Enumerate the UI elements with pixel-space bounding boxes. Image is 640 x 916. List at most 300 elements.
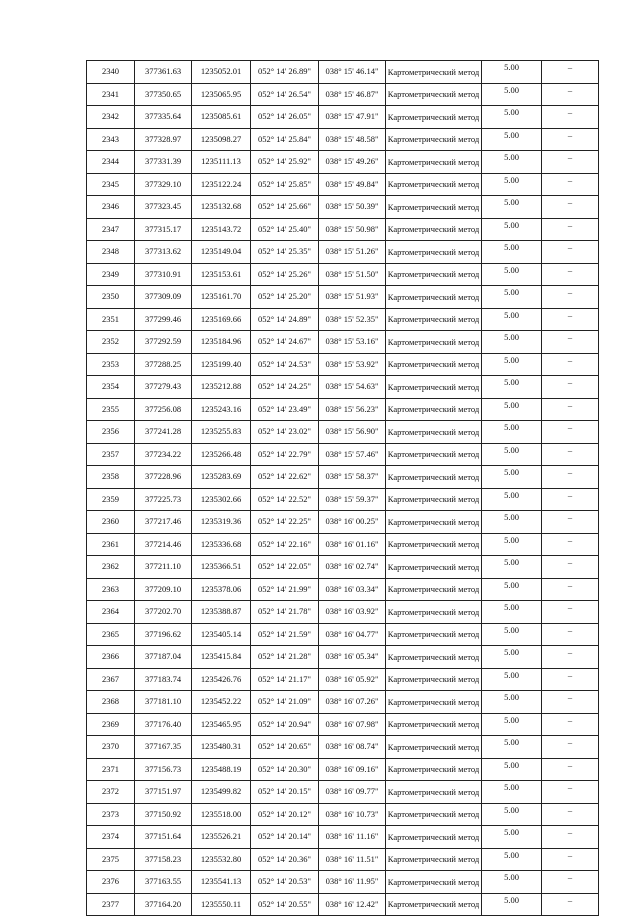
table-row — [87, 713, 599, 736]
accuracy-cell: 5.00 — [482, 83, 542, 106]
note-cell: – — [542, 848, 599, 871]
coord-x-cell: 377279.43 — [135, 376, 192, 399]
coord-y-cell: 1235532.80 — [192, 848, 251, 871]
latitude-cell: 052° 14' 22.25" — [251, 511, 319, 534]
accuracy-cell: 5.00 — [482, 308, 542, 331]
method-cell: Картометрический метод — [386, 781, 482, 804]
coordinates-table — [86, 60, 599, 916]
latitude-cell: 052° 14' 20.53" — [251, 871, 319, 894]
point-number-cell: 2376 — [87, 871, 135, 894]
table-row — [87, 196, 599, 219]
note-cell: – — [542, 196, 599, 219]
point-number-cell: 2377 — [87, 893, 135, 916]
accuracy-cell: 5.00 — [482, 646, 542, 669]
table-row — [87, 488, 599, 511]
longitude-cell: 038° 15' 54.63" — [319, 376, 386, 399]
table-row — [87, 736, 599, 759]
table-row — [87, 646, 599, 669]
coord-x-cell: 377151.64 — [135, 826, 192, 849]
longitude-cell: 038° 16' 03.92" — [319, 601, 386, 624]
coord-y-cell: 1235378.06 — [192, 578, 251, 601]
point-number-cell: 2352 — [87, 331, 135, 354]
method-cell: Картометрический метод — [386, 61, 482, 84]
note-cell: – — [542, 151, 599, 174]
coord-x-cell: 377217.46 — [135, 511, 192, 534]
coord-y-cell: 1235366.51 — [192, 556, 251, 579]
coord-y-cell: 1235199.40 — [192, 353, 251, 376]
table-row — [87, 466, 599, 489]
latitude-cell: 052° 14' 24.25" — [251, 376, 319, 399]
note-cell: – — [542, 668, 599, 691]
note-cell: – — [542, 83, 599, 106]
accuracy-cell: 5.00 — [482, 128, 542, 151]
latitude-cell: 052° 14' 20.30" — [251, 758, 319, 781]
method-cell: Картометрический метод — [386, 691, 482, 714]
coord-y-cell: 1235415.84 — [192, 646, 251, 669]
latitude-cell: 052° 14' 26.89" — [251, 61, 319, 84]
note-cell: – — [542, 263, 599, 286]
method-cell: Картометрический метод — [386, 668, 482, 691]
latitude-cell: 052° 14' 20.14" — [251, 826, 319, 849]
coord-x-cell: 377315.17 — [135, 218, 192, 241]
coord-x-cell: 377328.97 — [135, 128, 192, 151]
coord-x-cell: 377241.28 — [135, 421, 192, 444]
table-row — [87, 533, 599, 556]
coord-y-cell: 1235169.66 — [192, 308, 251, 331]
latitude-cell: 052° 14' 20.94" — [251, 713, 319, 736]
accuracy-cell: 5.00 — [482, 331, 542, 354]
accuracy-cell: 5.00 — [482, 241, 542, 264]
method-cell: Картометрический метод — [386, 511, 482, 534]
longitude-cell: 038° 16' 09.77" — [319, 781, 386, 804]
coord-x-cell: 377202.70 — [135, 601, 192, 624]
table-row — [87, 443, 599, 466]
longitude-cell: 038° 16' 08.74" — [319, 736, 386, 759]
longitude-cell: 038° 15' 51.93" — [319, 286, 386, 309]
table-row — [87, 241, 599, 264]
coord-x-cell: 377150.92 — [135, 803, 192, 826]
point-number-cell: 2342 — [87, 106, 135, 129]
longitude-cell: 038° 15' 48.58" — [319, 128, 386, 151]
table-row — [87, 601, 599, 624]
note-cell: – — [542, 398, 599, 421]
table-row — [87, 668, 599, 691]
table-row — [87, 556, 599, 579]
longitude-cell: 038° 16' 05.92" — [319, 668, 386, 691]
point-number-cell: 2354 — [87, 376, 135, 399]
point-number-cell: 2361 — [87, 533, 135, 556]
latitude-cell: 052° 14' 26.54" — [251, 83, 319, 106]
method-cell: Картометрический метод — [386, 241, 482, 264]
coord-x-cell: 377313.62 — [135, 241, 192, 264]
coord-x-cell: 377256.08 — [135, 398, 192, 421]
latitude-cell: 052° 14' 21.28" — [251, 646, 319, 669]
note-cell: – — [542, 331, 599, 354]
point-number-cell: 2340 — [87, 61, 135, 84]
point-number-cell: 2356 — [87, 421, 135, 444]
note-cell: – — [542, 646, 599, 669]
point-number-cell: 2348 — [87, 241, 135, 264]
note-cell: – — [542, 421, 599, 444]
accuracy-cell: 5.00 — [482, 601, 542, 624]
accuracy-cell: 5.00 — [482, 173, 542, 196]
point-number-cell: 2360 — [87, 511, 135, 534]
table-row — [87, 286, 599, 309]
longitude-cell: 038° 16' 07.98" — [319, 713, 386, 736]
coord-y-cell: 1235319.36 — [192, 511, 251, 534]
latitude-cell: 052° 14' 25.85" — [251, 173, 319, 196]
coord-y-cell: 1235336.68 — [192, 533, 251, 556]
method-cell: Картометрический метод — [386, 871, 482, 894]
longitude-cell: 038° 16' 00.25" — [319, 511, 386, 534]
latitude-cell: 052° 14' 25.66" — [251, 196, 319, 219]
coord-y-cell: 1235111.13 — [192, 151, 251, 174]
longitude-cell: 038° 16' 11.95" — [319, 871, 386, 894]
coord-y-cell: 1235541.13 — [192, 871, 251, 894]
accuracy-cell: 5.00 — [482, 736, 542, 759]
longitude-cell: 038° 15' 53.92" — [319, 353, 386, 376]
note-cell: – — [542, 61, 599, 84]
coord-y-cell: 1235065.95 — [192, 83, 251, 106]
coord-y-cell: 1235153.61 — [192, 263, 251, 286]
table-row — [87, 173, 599, 196]
note-cell: – — [542, 871, 599, 894]
note-cell: – — [542, 173, 599, 196]
latitude-cell: 052° 14' 20.36" — [251, 848, 319, 871]
point-number-cell: 2372 — [87, 781, 135, 804]
accuracy-cell: 5.00 — [482, 106, 542, 129]
latitude-cell: 052° 14' 20.12" — [251, 803, 319, 826]
latitude-cell: 052° 14' 25.20" — [251, 286, 319, 309]
point-number-cell: 2368 — [87, 691, 135, 714]
accuracy-cell: 5.00 — [482, 218, 542, 241]
latitude-cell: 052° 14' 22.52" — [251, 488, 319, 511]
table-row — [87, 61, 599, 84]
point-number-cell: 2367 — [87, 668, 135, 691]
coord-y-cell: 1235161.70 — [192, 286, 251, 309]
longitude-cell: 038° 15' 46.87" — [319, 83, 386, 106]
method-cell: Картометрический метод — [386, 758, 482, 781]
table-row — [87, 758, 599, 781]
latitude-cell: 052° 14' 21.09" — [251, 691, 319, 714]
coord-y-cell: 1235243.16 — [192, 398, 251, 421]
point-number-cell: 2347 — [87, 218, 135, 241]
note-cell: – — [542, 713, 599, 736]
point-number-cell: 2374 — [87, 826, 135, 849]
accuracy-cell: 5.00 — [482, 286, 542, 309]
method-cell: Картометрический метод — [386, 398, 482, 421]
longitude-cell: 038° 16' 02.74" — [319, 556, 386, 579]
coord-y-cell: 1235488.19 — [192, 758, 251, 781]
coord-x-cell: 377361.63 — [135, 61, 192, 84]
longitude-cell: 038° 15' 50.39" — [319, 196, 386, 219]
coord-y-cell: 1235518.00 — [192, 803, 251, 826]
coord-y-cell: 1235122.24 — [192, 173, 251, 196]
accuracy-cell: 5.00 — [482, 556, 542, 579]
method-cell: Картометрический метод — [386, 713, 482, 736]
coord-x-cell: 377156.73 — [135, 758, 192, 781]
longitude-cell: 038° 16' 07.26" — [319, 691, 386, 714]
note-cell: – — [542, 556, 599, 579]
note-cell: – — [542, 488, 599, 511]
latitude-cell: 052° 14' 21.59" — [251, 623, 319, 646]
point-number-cell: 2357 — [87, 443, 135, 466]
coord-x-cell: 377176.40 — [135, 713, 192, 736]
note-cell: – — [542, 601, 599, 624]
accuracy-cell: 5.00 — [482, 376, 542, 399]
method-cell: Картометрический метод — [386, 196, 482, 219]
accuracy-cell: 5.00 — [482, 578, 542, 601]
table-row — [87, 511, 599, 534]
method-cell: Картометрический метод — [386, 646, 482, 669]
accuracy-cell: 5.00 — [482, 443, 542, 466]
note-cell: – — [542, 466, 599, 489]
note-cell: – — [542, 218, 599, 241]
table-row — [87, 398, 599, 421]
note-cell: – — [542, 376, 599, 399]
point-number-cell: 2362 — [87, 556, 135, 579]
coord-x-cell: 377167.35 — [135, 736, 192, 759]
longitude-cell: 038° 15' 49.84" — [319, 173, 386, 196]
note-cell: – — [542, 803, 599, 826]
method-cell: Картометрический метод — [386, 421, 482, 444]
method-cell: Картометрический метод — [386, 218, 482, 241]
latitude-cell: 052° 14' 25.35" — [251, 241, 319, 264]
note-cell: – — [542, 443, 599, 466]
point-number-cell: 2341 — [87, 83, 135, 106]
longitude-cell: 038° 15' 46.14" — [319, 61, 386, 84]
method-cell: Картометрический метод — [386, 466, 482, 489]
method-cell: Картометрический метод — [386, 308, 482, 331]
accuracy-cell: 5.00 — [482, 871, 542, 894]
coord-x-cell: 377164.20 — [135, 893, 192, 916]
coord-y-cell: 1235085.61 — [192, 106, 251, 129]
coord-x-cell: 377196.62 — [135, 623, 192, 646]
table-row — [87, 151, 599, 174]
longitude-cell: 038° 16' 12.42" — [319, 893, 386, 916]
coord-x-cell: 377288.25 — [135, 353, 192, 376]
coord-x-cell: 377181.10 — [135, 691, 192, 714]
coord-y-cell: 1235184.96 — [192, 331, 251, 354]
method-cell: Картометрический метод — [386, 128, 482, 151]
latitude-cell: 052° 14' 25.26" — [251, 263, 319, 286]
coord-x-cell: 377310.91 — [135, 263, 192, 286]
table-row — [87, 871, 599, 894]
table-row — [87, 623, 599, 646]
note-cell: – — [542, 578, 599, 601]
latitude-cell: 052° 14' 25.92" — [251, 151, 319, 174]
accuracy-cell: 5.00 — [482, 353, 542, 376]
accuracy-cell: 5.00 — [482, 758, 542, 781]
note-cell: – — [542, 533, 599, 556]
coord-x-cell: 377331.39 — [135, 151, 192, 174]
method-cell: Картометрический метод — [386, 443, 482, 466]
accuracy-cell: 5.00 — [482, 61, 542, 84]
method-cell: Картометрический метод — [386, 578, 482, 601]
longitude-cell: 038° 15' 59.37" — [319, 488, 386, 511]
point-number-cell: 2359 — [87, 488, 135, 511]
point-number-cell: 2363 — [87, 578, 135, 601]
coord-x-cell: 377292.59 — [135, 331, 192, 354]
coord-x-cell: 377187.04 — [135, 646, 192, 669]
longitude-cell: 038° 15' 56.90" — [319, 421, 386, 444]
coord-y-cell: 1235388.87 — [192, 601, 251, 624]
accuracy-cell: 5.00 — [482, 803, 542, 826]
accuracy-cell: 5.00 — [482, 488, 542, 511]
accuracy-cell: 5.00 — [482, 151, 542, 174]
latitude-cell: 052° 14' 21.99" — [251, 578, 319, 601]
method-cell: Картометрический метод — [386, 848, 482, 871]
table-row — [87, 803, 599, 826]
table-row — [87, 218, 599, 241]
method-cell: Картометрический метод — [386, 826, 482, 849]
table-row — [87, 331, 599, 354]
method-cell: Картометрический метод — [386, 173, 482, 196]
method-cell: Картометрический метод — [386, 601, 482, 624]
latitude-cell: 052° 14' 22.05" — [251, 556, 319, 579]
latitude-cell: 052° 14' 21.78" — [251, 601, 319, 624]
table-row — [87, 781, 599, 804]
longitude-cell: 038° 15' 50.98" — [319, 218, 386, 241]
accuracy-cell: 5.00 — [482, 668, 542, 691]
table-row — [87, 578, 599, 601]
longitude-cell: 038° 15' 47.91" — [319, 106, 386, 129]
longitude-cell: 038° 16' 04.77" — [319, 623, 386, 646]
method-cell: Картометрический метод — [386, 736, 482, 759]
coord-x-cell: 377350.65 — [135, 83, 192, 106]
coord-x-cell: 377228.96 — [135, 466, 192, 489]
method-cell: Картометрический метод — [386, 331, 482, 354]
note-cell: – — [542, 826, 599, 849]
point-number-cell: 2366 — [87, 646, 135, 669]
longitude-cell: 038° 16' 11.16" — [319, 826, 386, 849]
table-row — [87, 691, 599, 714]
point-number-cell: 2355 — [87, 398, 135, 421]
coord-y-cell: 1235452.22 — [192, 691, 251, 714]
coord-x-cell: 377335.64 — [135, 106, 192, 129]
note-cell: – — [542, 128, 599, 151]
point-number-cell: 2375 — [87, 848, 135, 871]
coord-y-cell: 1235302.66 — [192, 488, 251, 511]
latitude-cell: 052° 14' 23.49" — [251, 398, 319, 421]
accuracy-cell: 5.00 — [482, 848, 542, 871]
accuracy-cell: 5.00 — [482, 893, 542, 916]
table-row — [87, 353, 599, 376]
latitude-cell: 052° 14' 21.17" — [251, 668, 319, 691]
longitude-cell: 038° 16' 01.16" — [319, 533, 386, 556]
latitude-cell: 052° 14' 22.16" — [251, 533, 319, 556]
coord-x-cell: 377183.74 — [135, 668, 192, 691]
longitude-cell: 038° 15' 56.23" — [319, 398, 386, 421]
accuracy-cell: 5.00 — [482, 511, 542, 534]
note-cell: – — [542, 758, 599, 781]
note-cell: – — [542, 893, 599, 916]
accuracy-cell: 5.00 — [482, 623, 542, 646]
accuracy-cell: 5.00 — [482, 781, 542, 804]
accuracy-cell: 5.00 — [482, 196, 542, 219]
longitude-cell: 038° 16' 10.73" — [319, 803, 386, 826]
note-cell: – — [542, 308, 599, 331]
coord-x-cell: 377323.45 — [135, 196, 192, 219]
point-number-cell: 2345 — [87, 173, 135, 196]
coord-x-cell: 377151.97 — [135, 781, 192, 804]
accuracy-cell: 5.00 — [482, 533, 542, 556]
latitude-cell: 052° 14' 26.05" — [251, 106, 319, 129]
point-number-cell: 2353 — [87, 353, 135, 376]
latitude-cell: 052° 14' 22.79" — [251, 443, 319, 466]
method-cell: Картометрический метод — [386, 263, 482, 286]
point-number-cell: 2371 — [87, 758, 135, 781]
table-row — [87, 893, 599, 916]
table-row — [87, 83, 599, 106]
method-cell: Картометрический метод — [386, 376, 482, 399]
latitude-cell: 052° 14' 22.62" — [251, 466, 319, 489]
longitude-cell: 038° 15' 58.37" — [319, 466, 386, 489]
table-row — [87, 308, 599, 331]
accuracy-cell: 5.00 — [482, 691, 542, 714]
method-cell: Картометрический метод — [386, 83, 482, 106]
latitude-cell: 052° 14' 20.65" — [251, 736, 319, 759]
method-cell: Картометрический метод — [386, 151, 482, 174]
note-cell: – — [542, 736, 599, 759]
table-row — [87, 826, 599, 849]
coord-y-cell: 1235526.21 — [192, 826, 251, 849]
point-number-cell: 2373 — [87, 803, 135, 826]
longitude-cell: 038° 16' 03.34" — [319, 578, 386, 601]
longitude-cell: 038° 16' 05.34" — [319, 646, 386, 669]
longitude-cell: 038° 16' 11.51" — [319, 848, 386, 871]
coord-y-cell: 1235052.01 — [192, 61, 251, 84]
accuracy-cell: 5.00 — [482, 398, 542, 421]
longitude-cell: 038° 15' 51.50" — [319, 263, 386, 286]
method-cell: Картометрический метод — [386, 533, 482, 556]
point-number-cell: 2364 — [87, 601, 135, 624]
longitude-cell: 038° 15' 52.35" — [319, 308, 386, 331]
note-cell: – — [542, 241, 599, 264]
table-row — [87, 421, 599, 444]
point-number-cell: 2350 — [87, 286, 135, 309]
latitude-cell: 052° 14' 24.89" — [251, 308, 319, 331]
coord-x-cell: 377211.10 — [135, 556, 192, 579]
latitude-cell: 052° 14' 20.15" — [251, 781, 319, 804]
point-number-cell: 2343 — [87, 128, 135, 151]
table-row — [87, 106, 599, 129]
point-number-cell: 2344 — [87, 151, 135, 174]
method-cell: Картометрический метод — [386, 353, 482, 376]
accuracy-cell: 5.00 — [482, 421, 542, 444]
method-cell: Картометрический метод — [386, 556, 482, 579]
coord-x-cell: 377299.46 — [135, 308, 192, 331]
coord-x-cell: 377234.22 — [135, 443, 192, 466]
point-number-cell: 2346 — [87, 196, 135, 219]
latitude-cell: 052° 14' 23.02" — [251, 421, 319, 444]
coord-y-cell: 1235405.14 — [192, 623, 251, 646]
coord-y-cell: 1235255.83 — [192, 421, 251, 444]
coord-y-cell: 1235132.68 — [192, 196, 251, 219]
latitude-cell: 052° 14' 25.84" — [251, 128, 319, 151]
coord-y-cell: 1235212.88 — [192, 376, 251, 399]
coord-y-cell: 1235550.11 — [192, 893, 251, 916]
table-body — [87, 61, 599, 916]
coord-y-cell: 1235098.27 — [192, 128, 251, 151]
coord-x-cell: 377209.10 — [135, 578, 192, 601]
method-cell: Картометрический метод — [386, 803, 482, 826]
table-row — [87, 128, 599, 151]
coord-x-cell: 377163.55 — [135, 871, 192, 894]
coord-x-cell: 377225.73 — [135, 488, 192, 511]
longitude-cell: 038° 15' 49.26" — [319, 151, 386, 174]
accuracy-cell: 5.00 — [482, 826, 542, 849]
